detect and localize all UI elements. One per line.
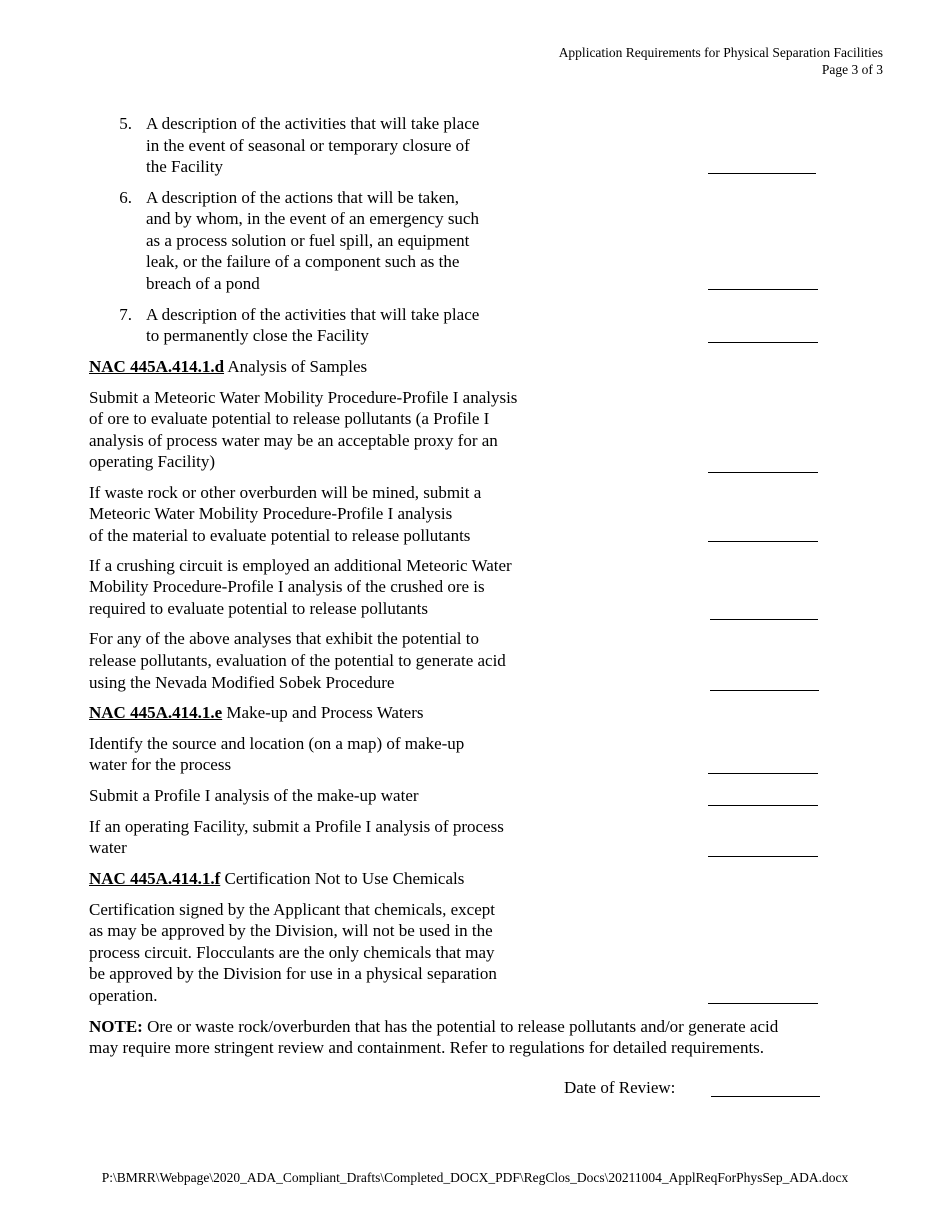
checkoff-line[interactable] [710,690,819,691]
item-line: A description of the activities that will take place [146,305,480,324]
date-of-review-line[interactable] [711,1096,820,1097]
item-line: the Facility [146,157,223,176]
checkoff-line[interactable] [708,773,818,774]
note-label: NOTE: [89,1017,143,1036]
checkoff-line[interactable] [708,289,818,290]
checkoff-line[interactable] [708,173,816,174]
paragraph-line: operating Facility) [89,452,216,471]
item-number: 6. [119,188,132,207]
checkoff-line[interactable] [708,805,818,806]
item-number: 5. [119,114,132,133]
paragraph-line: as may be approved by the Division, will not be used in the [89,921,493,940]
checkoff-line[interactable] [708,856,818,857]
page-header [559,44,883,78]
paragraph-line: release pollutants, evaluation of the potential to generate acid [89,651,506,670]
header-title: Application Requirements for Physical Separation Facilities [558,45,883,60]
item-line: to permanently close the Facility [146,326,369,345]
paragraph-line: Mobility Procedure-Profile I analysis of the crushed ore is [89,577,485,596]
paragraph-line: Meteoric Water Mobility Procedure-Profile I analysis [89,504,453,523]
item-line: breach of a pond [146,274,260,293]
section-heading-e [89,702,423,724]
paragraph-line: If a crushing circuit is employed an additional Meteoric Water [89,556,512,575]
paragraph-line: of the material to evaluate potential to release pollutants [89,526,471,545]
paragraph-line: of ore to evaluate potential to release pollutants (a Profile I [89,409,490,428]
header-page-number: Page 3 of 3 [821,62,883,77]
note-text: Ore or waste rock/overburden that has the potential to release pollutants and/or generate acid [142,1017,779,1036]
item-number: 7. [119,305,132,324]
section-code: NAC 445A.414.1.e [89,703,223,722]
checkoff-line[interactable] [710,619,818,620]
paragraph-line: process circuit. Flocculants are the only chemicals that may [89,943,495,962]
section-heading-f [89,868,464,890]
checkoff-line[interactable] [708,342,818,343]
section-code: NAC 445A.414.1.f [89,869,221,888]
section-title: Make-up and Process Waters [222,703,424,722]
paragraph-line: If an operating Facility, submit a Profile I analysis of process [89,817,504,836]
paragraph-line: For any of the above analyses that exhibit the potential to [89,629,479,648]
paragraph-line: water for the process [89,755,232,774]
item-line: A description of the activities that will take place [146,114,480,133]
paragraph-line: Identify the source and location (on a map) of make-up [89,734,465,753]
paragraph-line: Submit a Profile I analysis of the make-up water [89,786,419,805]
date-of-review-label: Date of Review: [564,1078,676,1097]
section-code: NAC 445A.414.1.d [89,357,225,376]
section-heading-d [89,356,367,378]
paragraph-line: using the Nevada Modified Sobek Procedure [89,673,395,692]
note-line [89,1016,778,1038]
checkoff-line[interactable] [708,1003,818,1004]
section-title: Certification Not to Use Chemicals [220,869,465,888]
item-line: A description of the actions that will be taken, [146,188,460,207]
checkoff-line[interactable] [708,472,818,473]
paragraph-line: If waste rock or other overburden will be mined, submit a [89,483,482,502]
paragraph-line: water [89,838,127,857]
paragraph-line: required to evaluate potential to release pollutants [89,599,428,618]
section-title: Analysis of Samples [224,357,368,376]
item-line: leak, or the failure of a component such as the [146,252,460,271]
paragraph-line: be approved by the Division for use in a physical separation [89,964,497,983]
note-line: may require more stringent review and containment. Refer to regulations for detailed requirements. [89,1038,765,1057]
footer-file-path: P:\BMRR\Webpage\2020_ADA_Compliant_Drafts\Completed_DOCX_PDF\RegClos_Docs\20211004_ApplReqForPhysSep_ADA.docx [101,1170,849,1185]
item-line: in the event of seasonal or temporary closure of [146,136,470,155]
paragraph-line: operation. [89,986,158,1005]
item-line: as a process solution or fuel spill, an equipment [146,231,470,250]
paragraph-line: Certification signed by the Applicant that chemicals, except [89,900,495,919]
checkoff-line[interactable] [708,541,818,542]
paragraph-line: Submit a Meteoric Water Mobility Procedure-Profile I analysis [89,388,518,407]
paragraph-line: analysis of process water may be an acceptable proxy for an [89,431,498,450]
item-line: and by whom, in the event of an emergency such [146,209,479,228]
